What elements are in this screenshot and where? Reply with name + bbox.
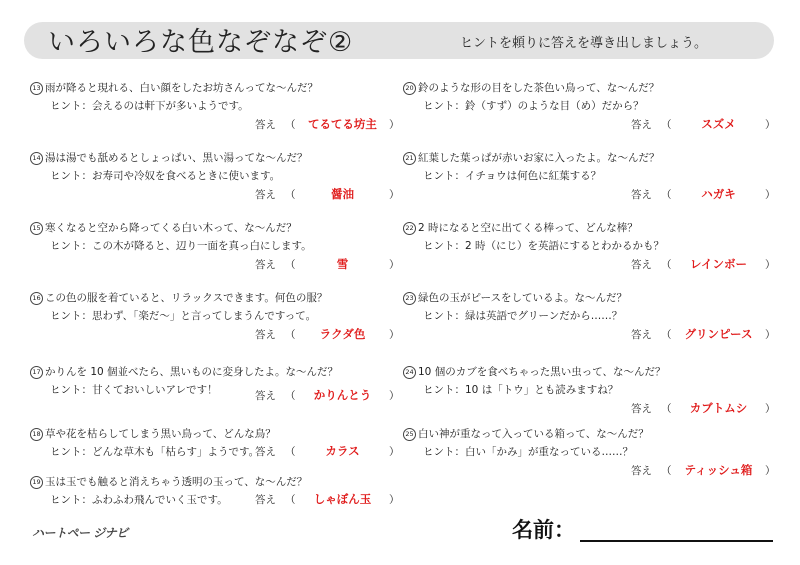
question-number: 25 bbox=[403, 428, 416, 441]
answer-value[interactable]: かりんとう bbox=[313, 388, 372, 402]
answer-paren-close: ） bbox=[765, 259, 776, 271]
question-item bbox=[30, 150, 410, 210]
answer-value[interactable]: グリンピース bbox=[684, 327, 753, 341]
question-text: 緑色の玉がピースをしているよ。な〜んだ？ bbox=[418, 292, 628, 304]
question-text-line bbox=[30, 150, 308, 165]
question-text: 湯は湯でも舐めるとしょっぱい、黒い湯ってな〜んだ？ bbox=[45, 152, 308, 164]
question-text: この色の服を着ていると、リラックスできます。何色の服？ bbox=[45, 292, 328, 304]
answer-paren-close: ） bbox=[389, 494, 400, 506]
question-number: 14 bbox=[30, 152, 43, 165]
answer-label: 答え bbox=[631, 403, 652, 415]
question-text: 雨が降ると現れる、白い顔をしたお坊さんってな〜んだ？ bbox=[45, 82, 318, 94]
question-text-line bbox=[403, 220, 638, 235]
answer-paren-open: （ bbox=[661, 465, 672, 477]
answer-paren-open: （ bbox=[285, 494, 296, 506]
answer-paren-open: （ bbox=[661, 119, 672, 131]
name-line[interactable] bbox=[580, 540, 773, 542]
question-text: 10 個のカブを食べちゃった黒い虫って、な〜んだ？ bbox=[418, 366, 666, 378]
answer-value[interactable]: ティッシュ箱 bbox=[684, 463, 753, 477]
answer-paren-open: （ bbox=[661, 329, 672, 341]
answer-value[interactable]: カラス bbox=[325, 444, 360, 458]
hint-text: ヒント：どんな草木も「枯らす」ようです。 bbox=[50, 446, 260, 458]
question-text-line bbox=[403, 364, 666, 379]
question-text: 玉は玉でも触ると消えちゃう透明の玉って、な〜んだ？ bbox=[45, 476, 308, 488]
hint-text: ヒント：ふわふわ飛んでいく玉です。 bbox=[50, 494, 228, 506]
answer-paren-close: ） bbox=[765, 403, 776, 415]
hint-text: ヒント：2 時（にじ）を英語にするとわかるかも？ bbox=[423, 240, 665, 252]
hint-text: ヒント：イチョウは何色に紅葉する？ bbox=[423, 170, 602, 182]
question-number: 17 bbox=[30, 366, 43, 379]
answer-label: 答え bbox=[255, 189, 276, 201]
answer-value[interactable]: ラクダ色 bbox=[319, 327, 366, 341]
question-text-line bbox=[30, 426, 276, 441]
question-number: 21 bbox=[403, 152, 416, 165]
answer-paren-open: （ bbox=[285, 119, 296, 131]
question-item bbox=[403, 150, 783, 210]
answer-paren-close: ） bbox=[765, 329, 776, 341]
question-item bbox=[403, 364, 783, 424]
question-item bbox=[30, 80, 410, 140]
answer-paren-close: ） bbox=[389, 390, 400, 402]
page-title: いろいろな色なぞなぞ② bbox=[48, 27, 354, 58]
question-text-line bbox=[30, 290, 327, 305]
question-number: 20 bbox=[403, 82, 416, 95]
question-item bbox=[403, 426, 783, 486]
question-text-line bbox=[30, 364, 338, 379]
answer-value[interactable]: レインボー bbox=[690, 257, 747, 271]
answer-paren-close: ） bbox=[765, 465, 776, 477]
question-number: 13 bbox=[30, 82, 43, 95]
answer-paren-close: ） bbox=[389, 329, 400, 341]
hint-text: ヒント：思わず、「楽だ〜」と言ってしまうんですって。 bbox=[50, 310, 317, 322]
answer-value[interactable]: 雪 bbox=[336, 257, 349, 271]
answer-paren-open: （ bbox=[661, 259, 672, 271]
question-item bbox=[30, 364, 410, 424]
question-text: 寒くなると空から降ってくる白い木って、な〜んだ？ bbox=[45, 222, 297, 234]
answer-label: 答え bbox=[631, 259, 652, 271]
answer-paren-close: ） bbox=[765, 189, 776, 201]
answer-label: 答え bbox=[631, 189, 652, 201]
answer-label: 答え bbox=[255, 494, 276, 506]
question-text-line bbox=[403, 426, 649, 441]
question-number: 22 bbox=[403, 222, 416, 235]
question-item bbox=[30, 290, 410, 350]
answer-value[interactable]: しゃぼん玉 bbox=[313, 492, 372, 506]
brand-logo: ハートペー ジナビ bbox=[32, 526, 128, 540]
question-text-line bbox=[403, 290, 627, 305]
question-number: 24 bbox=[403, 366, 416, 379]
question-text: 白い神が重なって入っている箱って、な〜んだ？ bbox=[418, 428, 649, 440]
question-number: 15 bbox=[30, 222, 43, 235]
hint-text: ヒント：鈴（すず）のような目（め）だから？ bbox=[423, 100, 644, 112]
answer-paren-open: （ bbox=[285, 259, 296, 271]
answer-paren-open: （ bbox=[285, 189, 296, 201]
question-text: 2 時になると空に出てくる棒って、どんな棒？ bbox=[418, 222, 638, 234]
answer-label: 答え bbox=[255, 119, 276, 131]
question-number: 23 bbox=[403, 292, 416, 305]
question-text: かりんを 10 個並べたら、黒いものに変身したよ。な〜んだ？ bbox=[45, 366, 339, 378]
answer-label: 答え bbox=[255, 390, 276, 402]
answer-paren-open: （ bbox=[661, 189, 672, 201]
answer-label: 答え bbox=[631, 119, 652, 131]
question-text: 草や花を枯らしてしまう黒い鳥って、どんな鳥？ bbox=[45, 428, 276, 440]
question-text-line bbox=[30, 474, 307, 489]
question-text-line bbox=[403, 150, 660, 165]
hint-text: ヒント：お寿司や冷奴を食べるときに使います。 bbox=[50, 170, 281, 182]
answer-paren-close: ） bbox=[765, 119, 776, 131]
answer-value[interactable]: ハガキ bbox=[701, 187, 736, 201]
question-number: 16 bbox=[30, 292, 43, 305]
answer-paren-open: （ bbox=[661, 403, 672, 415]
answer-paren-close: ） bbox=[389, 119, 400, 131]
question-item bbox=[403, 80, 783, 140]
hint-text: ヒント：甘くておいしいアレです！ bbox=[50, 384, 218, 396]
answer-label: 答え bbox=[255, 329, 276, 341]
question-item bbox=[30, 220, 410, 280]
question-text-line bbox=[403, 80, 659, 95]
answer-paren-close: ） bbox=[389, 446, 400, 458]
answer-label: 答え bbox=[255, 446, 276, 458]
question-item bbox=[403, 220, 783, 280]
question-number: 19 bbox=[30, 476, 43, 489]
hint-text: ヒント：白い「かみ」が重なっている……？ bbox=[423, 446, 633, 458]
question-text: 鈴のような形の目をした茶色い鳥って、な〜んだ？ bbox=[418, 82, 660, 94]
question-item bbox=[403, 290, 783, 350]
hint-text: ヒント：会えるのは軒下が多いようです。 bbox=[50, 100, 249, 112]
question-text: 紅葉した葉っぱが赤いお家に入ったよ。な〜んだ？ bbox=[418, 152, 660, 164]
answer-value[interactable]: スズメ bbox=[701, 117, 736, 131]
answer-label: 答え bbox=[631, 329, 652, 341]
hint-text: ヒント：緑は英語でグリーンだから……？ bbox=[423, 310, 623, 322]
hint-text: ヒント：この木が降ると、辺り一面を真っ白にします。 bbox=[50, 240, 312, 252]
hint-text: ヒント：10 は「トウ」とも読みますね？ bbox=[423, 384, 619, 396]
answer-paren-open: （ bbox=[285, 446, 296, 458]
answer-label: 答え bbox=[631, 465, 652, 477]
answer-paren-open: （ bbox=[285, 329, 296, 341]
answer-paren-open: （ bbox=[285, 390, 296, 402]
question-text-line bbox=[30, 220, 297, 235]
answer-label: 答え bbox=[255, 259, 276, 271]
answer-paren-close: ） bbox=[389, 189, 400, 201]
question-number: 18 bbox=[30, 428, 43, 441]
answer-value[interactable]: カブトムシ bbox=[689, 401, 748, 415]
question-text-line bbox=[30, 80, 318, 95]
answer-value[interactable]: 醤油 bbox=[331, 187, 354, 201]
name-label: 名前： bbox=[512, 518, 575, 542]
instruction-text: ヒントを頼りに答えを導き出しましょう。 bbox=[460, 36, 708, 51]
answer-value[interactable]: てるてる坊主 bbox=[308, 117, 377, 131]
answer-paren-close: ） bbox=[389, 259, 400, 271]
